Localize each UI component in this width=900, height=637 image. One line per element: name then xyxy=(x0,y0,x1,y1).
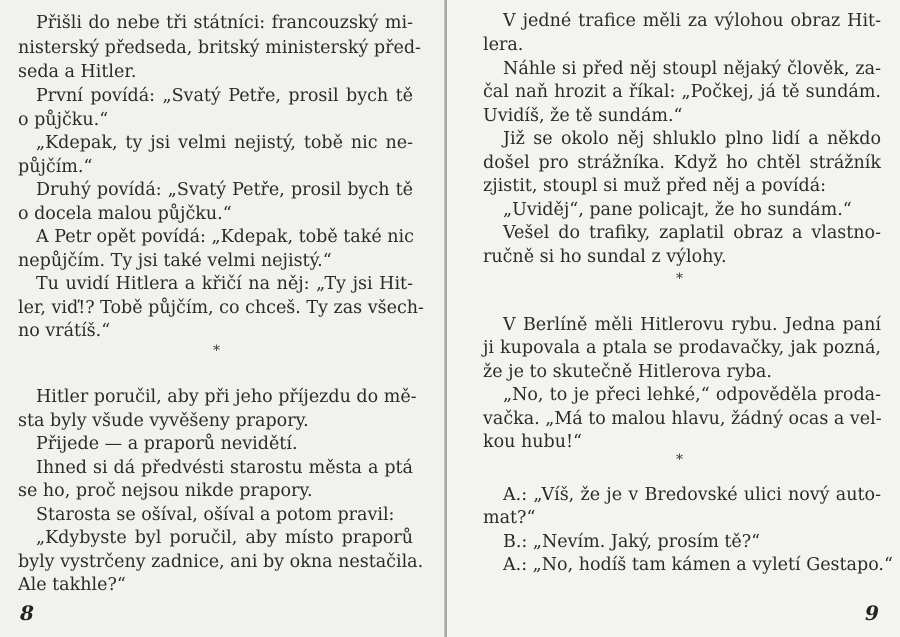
text-line: ler, viď!? Tobě půjčím, co chceš. Ty zas všech- xyxy=(18,298,424,318)
text-line: Hitler poručil, aby při jeho příjezdu do mě- xyxy=(36,387,417,407)
text-line: Ihned si dá předvésti starostu města a ptá xyxy=(36,458,413,478)
text-line: sta byly všude vyvěšeny prapory. xyxy=(18,411,309,431)
text-line: o půjčku.“ xyxy=(18,110,109,130)
text-line: zjistit, stoupl si muž před něj a povídá: xyxy=(483,176,827,196)
text-line: ručně si ho sundal z výlohy. xyxy=(483,247,727,267)
text-line: „Uviděj“, pane policajt, že ho sundám.“ xyxy=(503,200,852,220)
text-line: A Petr opět povídá: „Kdepak, tobě také nic xyxy=(36,227,414,247)
text-line: no vrátíš.“ xyxy=(18,321,111,341)
text-line: A.: „Víš, že je v Bredovské ulici nový auto- xyxy=(503,485,881,505)
section-separator: * xyxy=(676,452,683,468)
text-line: čal naň hrozit a říkal: „Počkej, já tě sundám. xyxy=(483,82,881,102)
text-line: mat?“ xyxy=(483,508,536,528)
text-line: B.: „Nevím. Jaký, prosím tě?“ xyxy=(503,532,761,552)
text-line: o docela malou půjčku.“ xyxy=(18,204,232,224)
text-line: půjčím.“ xyxy=(18,157,93,177)
text-line: V Berlíně měli Hitlerovu rybu. Jedna paní xyxy=(503,315,881,335)
text-line: kou hubu!“ xyxy=(483,432,582,452)
text-line: „Kdybyste byl poručil, aby místo praporů xyxy=(36,528,413,548)
text-line: byly vystrčeny zadnice, ani by okna nestačila. xyxy=(18,552,424,572)
text-line: První povídá: „Svatý Petře, prosil bych tě xyxy=(36,86,413,106)
section-separator: * xyxy=(676,271,683,287)
page-number: 8 xyxy=(20,601,34,625)
left-page xyxy=(0,0,447,637)
text-line: Náhle si před něj stoupl nějaký člověk, za- xyxy=(503,59,881,79)
text-line: seda a Hitler. xyxy=(18,62,137,82)
text-line: Starosta se ošíval, ošíval a potom pravil: xyxy=(36,505,395,525)
text-line: ji kupovala a ptala se prodavačky, jak pozná, xyxy=(483,338,881,358)
text-line: že je to skutečně Hitlerova ryba. xyxy=(483,362,772,382)
text-line: V jedné trafice měli za výlohou obraz Hit- xyxy=(503,11,881,31)
text-line: lera. xyxy=(483,35,524,55)
section-separator: * xyxy=(213,343,220,359)
text-line: Druhý povídá: „Svatý Petře, prosil bych tě xyxy=(36,180,413,200)
text-line: „Kdepak, ty jsi velmi nejistý, tobě nic ne- xyxy=(36,133,413,153)
text-line: Ale takhle?“ xyxy=(18,575,126,595)
text-line: Uvidíš, že tě sundám.“ xyxy=(483,106,683,126)
text-line: Přišli do nebe tři státníci: francouzský mi- xyxy=(36,13,413,33)
right-page xyxy=(447,0,900,637)
text-line: došel pro strážníka. Když ho chtěl strážník xyxy=(483,153,881,173)
text-line: Již se okolo něj shluklo plno lidí a někdo xyxy=(503,129,881,149)
text-line: „No, to je přeci lehké,“ odpověděla proda- xyxy=(503,385,881,405)
text-line: nisterský předseda, britský ministerský před- xyxy=(18,38,421,58)
text-line: vačka. „Má to malou hlavu, žádný ocas a vel- xyxy=(483,409,882,429)
page-number: 9 xyxy=(865,601,879,625)
text-line: se ho, proč nejsou nikde prapory. xyxy=(18,481,313,501)
text-line: Přijede — a praporů nevidětí. xyxy=(36,434,298,454)
text-line: A.: „No, hodíš tam kámen a vyletí Gestapo.“ xyxy=(503,555,893,575)
text-line: Vešel do trafiky, zaplatil obraz a vlastno- xyxy=(503,223,881,243)
text-line: nepůjčím. Ty jsi také velmi nejistý.“ xyxy=(18,251,332,271)
text-line: Tu uvidí Hitlera a křičí na něj: „Ty jsi Hit- xyxy=(36,274,413,294)
